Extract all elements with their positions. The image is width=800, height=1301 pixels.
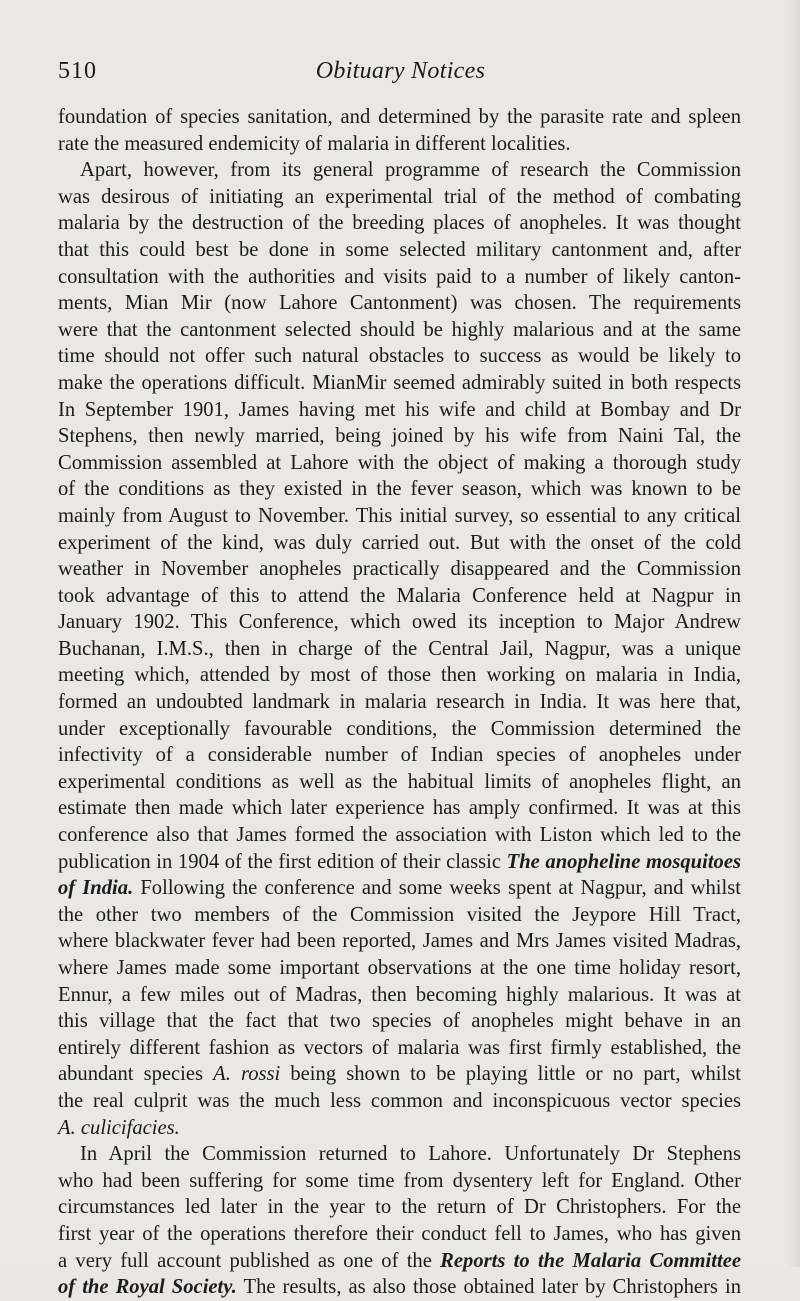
text-line [58, 1248, 741, 1275]
line-text: The results, as also those obtained later by Christophers in [236, 1276, 742, 1299]
text-line [58, 157, 741, 184]
line-text: time should not offer such natural obstacles to success as would be likely to [58, 345, 741, 368]
line-text: abundant species [58, 1063, 214, 1086]
line-text: Apart, however, from its general programme of research the Commission [80, 159, 741, 182]
line-text: Ennur, a few miles out of Madras, then becoming highly malarious. It was at [58, 983, 741, 1006]
text-line [58, 1008, 741, 1035]
text-line [58, 370, 741, 397]
text-line [58, 476, 741, 503]
text-line [58, 131, 741, 158]
text-line [58, 210, 741, 237]
text-line [58, 397, 741, 424]
italic-text: Reports to the Malaria Committee [440, 1249, 741, 1272]
line-text: who had been suffering for some time from dysentery left for England. Other [58, 1169, 741, 1192]
line-text: estimate then made which later experience has amply confirmed. It was at this [58, 797, 741, 820]
line-text: under exceptionally favourable conditions, the Commission determined the [58, 717, 741, 740]
line-text: infectivity of a considerable number of Indian species of anopheles under [58, 744, 741, 767]
page-number: 510 [58, 58, 97, 84]
text-line [58, 290, 741, 317]
line-text: that this could best be done in some selected military cantonment and, after [58, 238, 741, 261]
line-text: publication in 1904 of the first edition of their classic [58, 850, 507, 873]
line-text: being shown to be playing little or no part, whilst [280, 1063, 741, 1086]
text-line [58, 423, 741, 450]
line-text: formed an undoubted landmark in malaria research in India. It was here that, [58, 691, 741, 714]
line-text: Stephens, then newly married, being joined by his wife from Naini Tal, the [58, 425, 741, 448]
text-line [58, 1194, 741, 1221]
text-line [58, 530, 741, 557]
text-line [58, 1221, 741, 1248]
text-line [58, 1141, 741, 1168]
text-line [58, 556, 741, 583]
line-text: In April the Commission returned to Lahore. Unfortunately Dr Stephens [80, 1143, 741, 1166]
text-line [58, 716, 741, 743]
text-line [58, 583, 741, 610]
line-text: experimental conditions as well as the habitual limits of anopheles flight, an [58, 770, 741, 793]
line-text: weather in November anopheles practically disappeared and the Commission [58, 558, 741, 581]
text-line [58, 822, 741, 849]
text-line [58, 1274, 741, 1301]
line-text: circumstances led later in the year to the return of Dr Christophers. For the [58, 1196, 741, 1219]
text-line [58, 636, 741, 663]
line-text: consultation with the authorities and visits paid to a number of likely canton- [58, 265, 741, 288]
text-line [58, 503, 741, 530]
text-line [58, 450, 741, 477]
text-line [58, 902, 741, 929]
line-text: of the conditions as they existed in the fever season, which was known to be [58, 478, 741, 501]
line-text: a very full account published as one of the [58, 1249, 441, 1272]
italic-text: The anopheline mosquitoes [506, 850, 742, 873]
line-text: took advantage of this to attend the Malaria Conference held at Nagpur in [58, 584, 741, 607]
text-line [58, 184, 741, 211]
text-line [58, 769, 741, 796]
line-text: make the operations difficult. MianMir seemed admirably suited in both respects [58, 371, 741, 394]
line-text: Following the conference and some weeks spent at Nagpur, and whilst [133, 877, 741, 900]
line-text: foundation of species sanitation, and determined by the parasite rate and spleen [58, 106, 741, 128]
text-line [58, 662, 741, 689]
line-text: first year of the operations therefore their conduct fell to James, who has given [58, 1222, 741, 1245]
italic-text: of the Royal Society. [58, 1276, 237, 1299]
text-line [58, 955, 741, 982]
line-text: conference also that James formed the association with Liston which led to the [58, 824, 741, 847]
running-head: Obituary Notices [315, 58, 486, 84]
line-text: was desirous of initiating an experimental trial of the method of combating [58, 185, 741, 208]
text-line [58, 1035, 741, 1062]
line-text: entirely different fashion as vectors of malaria was first firmly established, the [58, 1036, 741, 1059]
line-text: rate the measured endemicity of malaria in different localities. [58, 132, 571, 155]
text-line [58, 264, 741, 291]
text-line [58, 104, 741, 131]
text-line [58, 928, 741, 955]
body-text [58, 104, 741, 1301]
line-text: were that the cantonment selected should be highly malarious and at the same [58, 318, 741, 341]
line-text: the real culprit was the much less common and inconspicuous vector species [58, 1089, 741, 1112]
line-text: the other two members of the Commission visited the Jeypore Hill Tract, [58, 903, 741, 926]
line-text: January 1902. This Conference, which owed its inception to Major Andrew [58, 611, 741, 634]
text-line [58, 742, 741, 769]
page-header [58, 58, 743, 92]
line-text: this village that the fact that two species of anopheles might behave in an [58, 1010, 741, 1033]
page-edge-shadow [786, 0, 800, 1267]
italic-text: of India. [58, 877, 134, 900]
line-text: experiment of the kind, was duly carried out. But with the onset of the cold [58, 531, 741, 554]
text-line [58, 317, 741, 344]
text-line [58, 609, 741, 636]
text-line [58, 343, 741, 370]
italic-text: A. culicifacies. [58, 1116, 180, 1139]
text-line [58, 849, 741, 876]
line-text: mainly from August to November. This initial survey, so essential to any critical [58, 504, 741, 527]
text-line [58, 237, 741, 264]
text-line [58, 1061, 741, 1088]
line-text: Commission assembled at Lahore with the object of making a thorough study [58, 451, 741, 474]
text-line [58, 1088, 741, 1115]
line-text: where blackwater fever had been reported, James and Mrs James visited Madras, [58, 930, 741, 953]
text-line [58, 689, 741, 716]
line-text: In September 1901, James having met his wife and child at Bombay and Dr [58, 398, 741, 421]
line-text: meeting which, attended by most of those then working on malaria in India, [58, 664, 741, 687]
text-line [58, 795, 741, 822]
text-line [58, 1115, 741, 1142]
text-line [58, 982, 741, 1009]
line-text: Buchanan, I.M.S., then in charge of the Central Jail, Nagpur, was a unique [58, 637, 741, 660]
text-line [58, 875, 741, 902]
line-text: ments, Mian Mir (now Lahore Cantonment) was chosen. The requirements [58, 292, 741, 315]
text-line [58, 1168, 741, 1195]
line-text: malaria by the destruction of the breeding places of anopheles. It was thought [58, 212, 741, 235]
line-text: where James made some important observations at the one time holiday resort, [58, 957, 741, 979]
italic-text: A. rossi [213, 1063, 281, 1086]
